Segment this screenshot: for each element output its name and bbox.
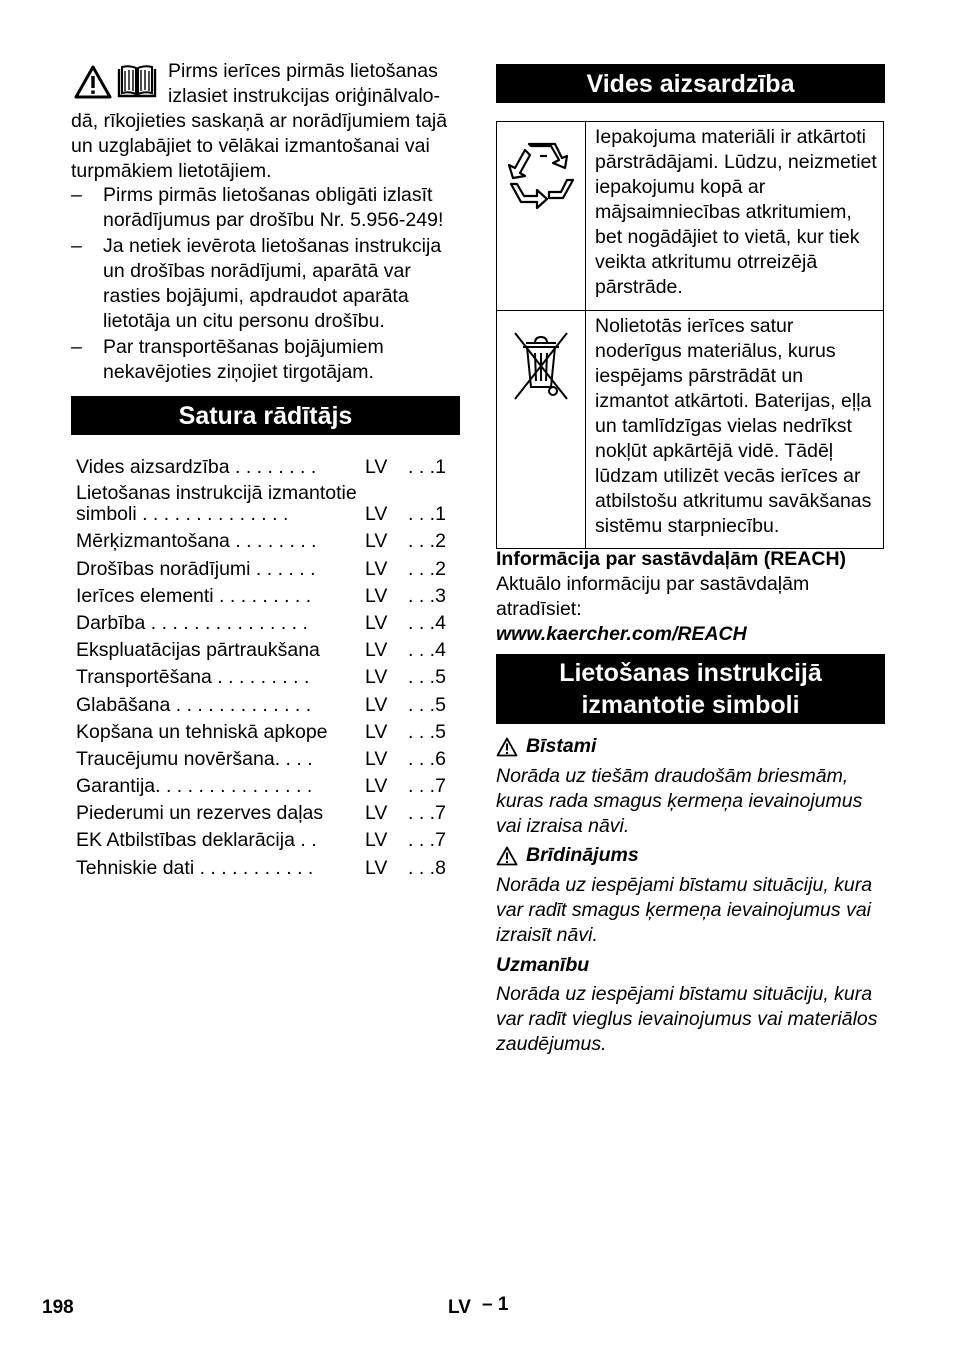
toc-entry-lang: LV [365,639,388,662]
list-item [71,335,460,385]
toc-row[interactable] [76,688,456,715]
toc-entry-lang: LV [365,829,388,852]
toc-entry-lang: LV [365,530,388,553]
list-item [71,234,460,334]
toc-entry-page: . . .2 [408,557,446,580]
toc-entry-title: Transportēšana . . . . . . . . . [76,666,310,689]
toc-entry-lang: LV [365,456,388,479]
toc-entry-lang: LV [365,666,388,689]
caution-text: Norāda uz iespējami bīstamu situāciju, kura var radīt vieglus ievainojumus vai materiālos zaudējumus. [496,983,878,1055]
intro-text: dā, rīkojieties saskaņā ar norādījumiem tajā un uzglabājiet to vēlākai izmantošanai vai turpmākiem lietotājiem. [71,110,448,182]
recycle-cell [497,122,586,311]
page-number: 198 [42,1297,74,1318]
toc-row[interactable] [76,580,456,607]
toc-entry-lang: LV [365,557,388,580]
list-item [71,183,460,233]
bullet-text: Par transportēšanas bojājumiem nekavējoties ziņojiet tirgotājam. [103,336,384,383]
toc-entry-title: Darbība . . . . . . . . . . . . . . . [76,611,308,634]
environment-table [496,121,884,549]
toc-entry-lang: LV [365,693,388,716]
warning-triangle-icon [496,737,518,757]
caution-label-text: Uzmanību [496,954,590,976]
warning-triangle-icon [74,65,112,99]
danger-text: Norāda uz tiešām draudošām briesmām, kuras rada smagus ķermeņa ievainojumus vai izraisa nāvi. [496,765,863,837]
toc-entry-lang: LV [365,584,388,607]
intro-block [71,59,460,182]
intro-line-1: Pirms ierīces pirmās lietošanas [168,60,438,82]
toc-entry-title: Traucējumu novēršana. . . . [76,747,313,770]
footer-language: LV [448,1297,471,1318]
toc-entry-page: . . .5 [408,693,446,716]
toc-row[interactable] [76,552,456,579]
crossed-bin-icon [509,325,573,405]
toc-row[interactable] [76,451,456,478]
intro-bullets [71,183,460,386]
toc-entry-title: Ierīces elementi . . . . . . . . . [76,584,312,607]
reach-text: Aktuālo informāciju par sastāvdaļām atradīsiet: [496,573,810,620]
toc-entry-title: Mērķizmantošana . . . . . . . . [76,530,317,553]
toc-entry-page: . . .1 [408,503,446,526]
danger-label-text: Bīstami [526,735,597,757]
toc-row[interactable] [76,824,456,851]
toc-entry-lang: LV [365,747,388,770]
weee-cell [497,311,586,549]
toc-row[interactable] [76,743,456,770]
toc-entry-lang: LV [365,856,388,879]
toc-entry-page: . . .4 [408,611,446,634]
bullet-dash: – [71,336,82,358]
toc-entry-page: . . .7 [408,775,446,798]
toc-entry-lang: LV [365,503,388,526]
toc-row[interactable] [76,478,456,525]
recycle-icon [503,136,579,216]
bullet-dash: – [71,235,82,257]
toc-entry-title: Glabāšana . . . . . . . . . . . . . [76,693,312,716]
toc-entry-title: Lietošanas instrukcijā izmantotie simboli . . . . . . . . . . . . . . [76,483,357,526]
environment-heading: Vides aizsardzība [496,64,885,103]
table-row [497,311,884,549]
table-of-contents [76,451,456,879]
bullet-dash: – [71,184,82,206]
toc-row[interactable] [76,661,456,688]
bullet-text: Pirms pirmās lietošanas obligāti izlasīt norādījumus par drošību Nr. 5.956-249! [103,184,444,231]
toc-entry-lang: LV [365,611,388,634]
toc-entry-title: Kopšana un tehniskā apkope [76,720,328,743]
danger-label [496,734,596,759]
toc-entry-lang: LV [365,720,388,743]
toc-row[interactable] [76,607,456,634]
toc-row[interactable] [76,525,456,552]
toc-entry-title: Piederumi un rezerves daļas [76,802,324,825]
toc-entry-title: EK Atbilstības deklarācija . . [76,829,317,852]
manual-book-icon [116,65,158,99]
symbols-heading: Lietošanas instrukcijā izmantotie simboli [496,654,885,724]
toc-entry-page: . . .6 [408,747,446,770]
toc-entry-page: . . .7 [408,802,446,825]
reach-link[interactable]: www.kaercher.com/REACH [496,623,747,645]
toc-entry-page: . . .8 [408,856,446,879]
toc-entry-title: Vides aizsardzība . . . . . . . . [76,456,317,479]
toc-entry-page: . . .2 [408,530,446,553]
toc-entry-title: Ekspluatācijas pārtraukšana [76,639,320,662]
toc-entry-page: . . .5 [408,720,446,743]
toc-entry-title: Drošības norādījumi . . . . . . [76,557,316,580]
toc-entry-page: . . .4 [408,639,446,662]
intro-icons [74,65,158,99]
toc-row[interactable] [76,851,456,878]
toc-row[interactable] [76,770,456,797]
table-row [497,122,884,311]
recycle-text: Iepakojuma materiāli ir atkārtoti pārstrādājami. Lūdzu, neizmetiet iepakojumu kopā ar mājsaimniecības atkritumiem, bet nogādājiet to vietā, kur tiek veikta atkritumu otrreizējā pārstrāde. [586,122,884,311]
warning-triangle-icon [496,846,518,866]
toc-row[interactable] [76,716,456,743]
toc-entry-lang: LV [365,802,388,825]
toc-row[interactable] [76,634,456,661]
footer-section-page: – 1 [482,1294,509,1315]
caution-label [496,953,589,978]
warning-label-text: Brīdinājums [526,844,639,866]
toc-entry-page: . . .7 [408,829,446,852]
warning-text: Norāda uz iespējami bīstamu situāciju, kura var radīt smagus ķermeņa ievainojumus vai izraisīt nāvi. [496,874,873,946]
intro-line-2: izlasiet instrukcijas oriģinālvalo- [168,85,441,107]
warning-label [496,843,639,868]
toc-entry-title: Garantija. . . . . . . . . . . . . . . [76,775,313,798]
toc-entry-page: . . .1 [408,456,446,479]
toc-entry-lang: LV [365,775,388,798]
toc-row[interactable] [76,797,456,824]
weee-text: Nolietotās ierīces satur noderīgus materiālus, kurus iespējams pārstrādāt un izmantot atkārtoti. Baterijas, eļļa un tamlīdzīgas vielas nedrīkst nokļūt apkārtējā vidē. Tādēļ lūdzam utilizēt vecās ierīces ar atbilstošu atkritumu savākšanas sistēmu starpniecību. [586,311,884,549]
toc-entry-page: . . .5 [408,666,446,689]
toc-entry-title: Tehniskie dati . . . . . . . . . . . [76,856,314,879]
reach-heading: Informācija par sastāvdaļām (REACH) [496,548,847,570]
bullet-text: Ja netiek ievērota lietošanas instrukcija un drošības norādījumi, aparātā var rasties bojājumi, apdraudot aparāta lietotāja un citu personu drošību. [103,235,442,332]
toc-entry-page: . . .3 [408,584,446,607]
toc-heading: Satura rādītājs [71,396,460,435]
